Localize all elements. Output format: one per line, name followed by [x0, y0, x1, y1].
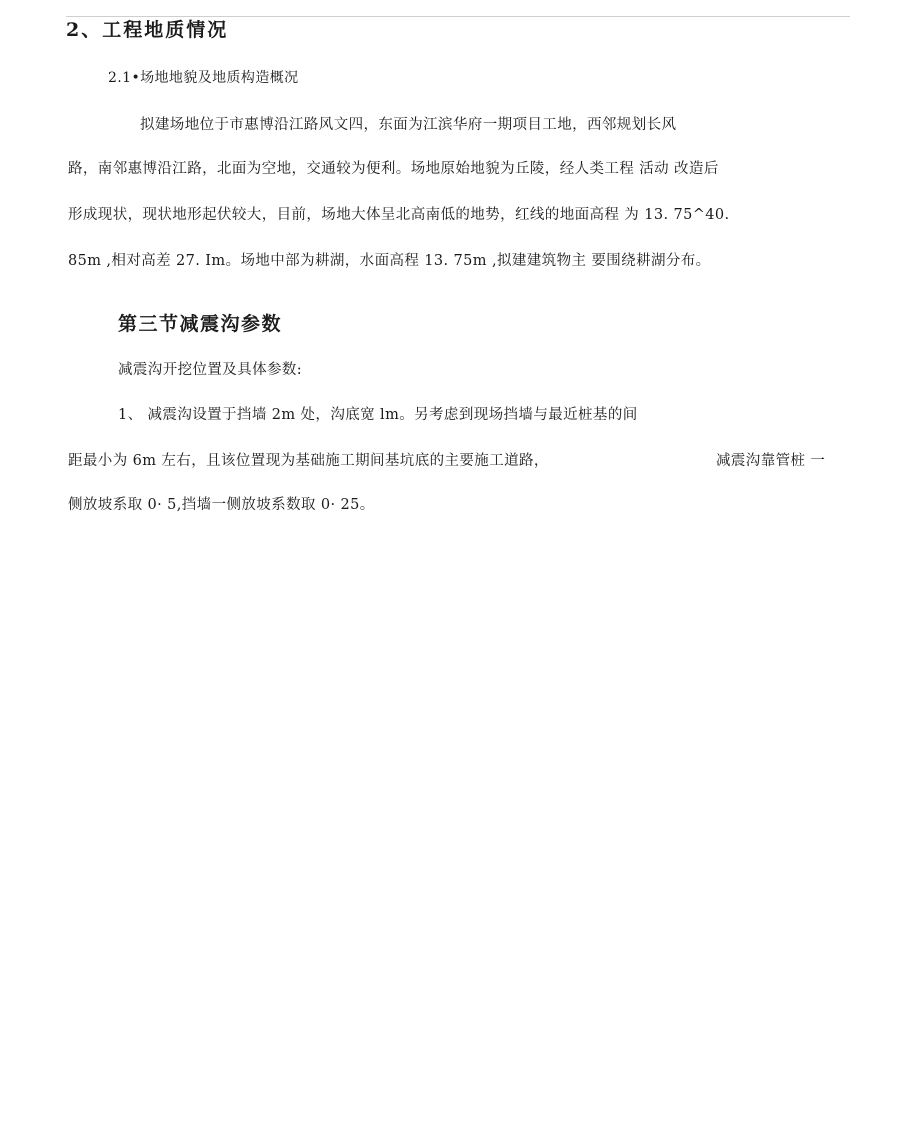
- subsection-heading: 2.1•场地地貌及地质构造概况: [108, 70, 299, 86]
- item1-line-2-right: 减震沟靠管桩 一: [716, 453, 826, 469]
- top-rule: [66, 16, 850, 17]
- item1-line-1: 1、 减震沟设置于挡墙 2m 处，沟底宽 lm。另考虑到现场挡墙与最近桩基的间: [118, 407, 638, 423]
- section3-intro: 减震沟开挖位置及具体参数:: [118, 362, 303, 378]
- section-heading: 2、工程地质情况: [66, 19, 229, 41]
- paragraph-line-2: 路，南邻惠博沿江路，北面为空地，交通较为便利。场地原始地貌为丘陵，经人类工程 活动 改造后: [68, 161, 719, 177]
- section3-heading: 第三节减震沟参数: [118, 313, 283, 335]
- item1-line-3: 侧放坡系取 0· 5,挡墙一侧放坡系数取 0· 25。: [68, 497, 375, 513]
- paragraph-line-4: 85m ,相对高差 27. Im。场地中部为耕湖，水面高程 13. 75m ,拟建建筑物主 要围绕耕湖分布。: [68, 253, 711, 269]
- paragraph-line-3: 形成现状，现状地形起伏较大，目前，场地大体呈北高南低的地势，红线的地面高程 为 13. 75^40.: [68, 207, 730, 223]
- paragraph-line-1: 拟建场地位于市惠博沿江路风文四，东面为江滨华府一期项目工地，西邻规划长风: [140, 117, 677, 133]
- item1-line-2-left: 距最小为 6m 左右，且该位置现为基础施工期间基坑底的主要施工道路，: [68, 453, 549, 469]
